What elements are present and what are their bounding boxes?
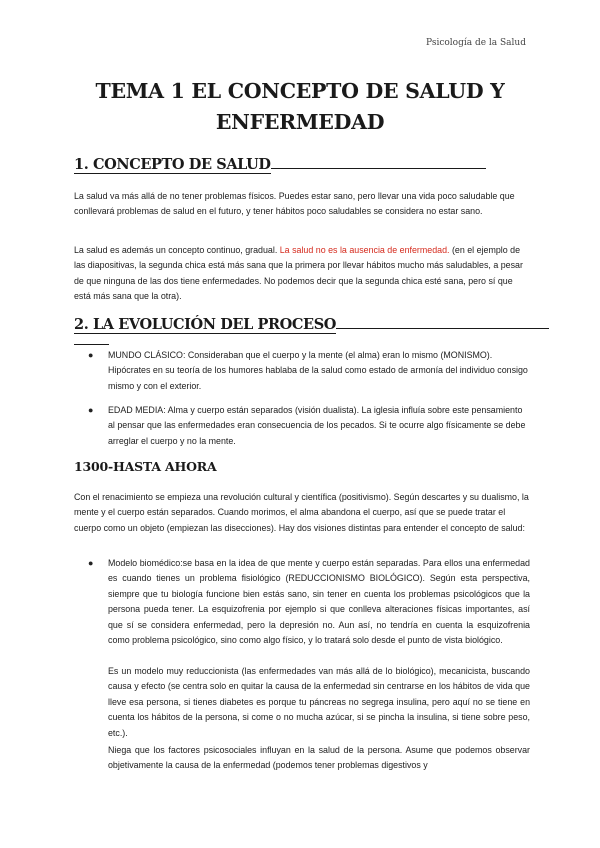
bullet-glyph: ● bbox=[88, 405, 94, 415]
p2-text-after: (en el ejemplo de las diapositivas, la segunda chica está más sana que la primera por llevar hábitos mucho más saludables, a pesar de que ninguna de las dos tiene enfermedades. No podemos decir que la segunda chica esté sana, pero sí que está más sana que la otra). bbox=[74, 245, 523, 302]
p2-highlight: La salud no es la ausencia de enfermedad. bbox=[279, 245, 450, 255]
heading-underline bbox=[271, 167, 486, 169]
modelo-paragraph-3: Niega que los factores psicosociales influyan en la salud de la persona. Asume que podemos observar objetivamente la causa de la enfermedad (podemos tener problemas digestivos y bbox=[108, 745, 530, 771]
section-2-heading-text: 2. LA EVOLUCIÓN DEL PROCESO bbox=[74, 316, 337, 333]
bullet-glyph: ● bbox=[88, 350, 94, 360]
section-1-heading bbox=[74, 156, 486, 173]
section-3-intro: Con el renacimiento se empieza una revolución cultural y científica (positivismo). Según descartes y su dualismo, la mente y el cuerpo están separados. Cuando morimos, el alma abandona el cuerpo, así que se puede tratar el cuerpo como un objeto (empiezan las disecciones). Hay dos visiones distintas para entender el concepto de salud: bbox=[74, 492, 529, 533]
bullet-edad-media: EDAD MEDIA: Alma y cuerpo están separados (visión dualista). La iglesia influía sobre este pensamiento al pensar que las enfermedades eran consecuencia de los pecados. Si te ocurre algo físicamente se debe arreglar el cuerpo y no la mente. bbox=[108, 405, 526, 446]
bullet-mundo-clasico: MUNDO CLÁSICO: Consideraban que el cuerpo y la mente (el alma) eran lo mismo (MONISMO). Hipócrates en su teoría de los humores hablaba de la salud como estado de armonía del individuo consigo mismo y con el exterior. bbox=[108, 350, 528, 391]
running-header: Psicología de la Salud bbox=[426, 38, 526, 48]
page-title bbox=[60, 76, 540, 138]
p2-text-before: La salud es además un concepto continuo, gradual. bbox=[74, 245, 280, 255]
section-1-paragraph-2 bbox=[74, 243, 530, 305]
title-line-1: TEMA 1 EL CONCEPTO DE SALUD Y bbox=[95, 79, 505, 103]
bullet-modelo-biomedico: Modelo biomédico:se basa en la idea de que mente y cuerpo están separadas. Para ellos una enfermedad es cuando tienes un problema fisiológico (REDUCCIONISMO BIOLÓGICO). Según esta perspectiva, siempre que tu biología funcione bien estás sano, sin tener en cuenta los problemas psicológicos que la persona pueda tener. La esquizofrenia por ejemplo si que conlleva alteraciones físicas importantes, así que sí se considera enfermedad, pero la depresión no. Aun así, no tendría en cuenta la esquizofrenia como problema psicológico, sino como algo físico, y lo tratará solo desde el punto de vista biológico. bbox=[108, 558, 530, 646]
section-1-paragraph-1: La salud va más allá de no tener problemas físicos. Puedes estar sano, pero llevar una vida poco saludable que conllevará problemas de salud en el futuro, y tener hábitos poco saludables se considera no estar sano. bbox=[74, 191, 515, 217]
heading-underline bbox=[336, 327, 549, 329]
bullet-glyph: ● bbox=[88, 558, 94, 568]
section-2-heading bbox=[74, 316, 549, 333]
title-line-2: ENFERMEDAD bbox=[215, 110, 385, 134]
modelo-paragraph-2: Es un modelo muy reduccionista (las enfermedades van más allá de lo biológico), mecanicista, buscando causa y efecto (se centra solo en quitar la causa de la enfermedad sin centrarse en los hábitos de vida que lleve esa persona, si tienes diabetes es porque tu páncreas no segrega insulina, pero aquí no se tiene en cuenta los hábitos de la persona, si come o no mucha azúcar, si se pincha la insulina, si tiene sobre peso, etc.). bbox=[108, 666, 530, 738]
heading-underline-continuation bbox=[74, 344, 109, 345]
section-1-heading-text: 1. CONCEPTO DE SALUD bbox=[74, 156, 271, 173]
section-3-heading: 1300-HASTA AHORA bbox=[74, 459, 217, 474]
